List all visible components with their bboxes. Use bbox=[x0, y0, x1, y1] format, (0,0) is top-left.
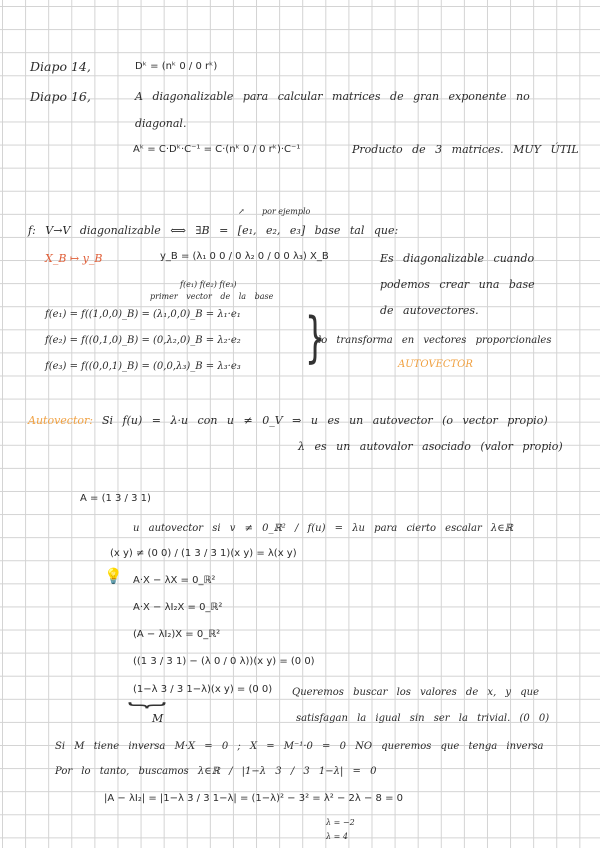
diapo16-label: Diapo 16, bbox=[30, 89, 91, 104]
eq1: (x y) ≠ (0 0) / (1 3 / 3 1)(x y) = λ(x y) bbox=[110, 548, 297, 559]
queremos-1: Queremos buscar los valores de x, y que bbox=[292, 687, 540, 698]
queremos-2: satisfagan la igual sin ser la trivial. (0 0) bbox=[296, 713, 550, 724]
autovalor-def: λ es un autovalor asociado (valor propio) bbox=[298, 440, 563, 453]
diagonal-text: diagonal. bbox=[135, 117, 187, 130]
f-diag-line: f: V→V diagonalizable ⟺ ∃B = [e₁, e₂, e₃] base tal que: bbox=[28, 224, 399, 237]
por-ejemplo-note: por ejemplo bbox=[262, 207, 311, 216]
fe1-line: f(e₁) = f((1,0,0)_B) = (λ₁,0,0)_B = λ₁·e₁ bbox=[45, 309, 241, 320]
es-diag-1: Es diagonalizable cuando bbox=[380, 252, 535, 265]
lightbulb-icon: 💡 bbox=[104, 567, 123, 585]
autovector-upper: AUTOVECTOR bbox=[398, 359, 473, 370]
eq6: (1−λ 3 / 3 1−λ)(x y) = (0 0) bbox=[133, 684, 273, 695]
producto-note: Producto de 3 matrices. MUY ÚTIL bbox=[352, 143, 579, 156]
col-labels: f(e₁) f(e₂) f(e₃) bbox=[180, 280, 237, 289]
det-eq: |A − λI₂| = |1−λ 3 / 3 1−λ| = (1−λ)² − 3² = λ² − 2λ − 8 = 0 bbox=[104, 793, 403, 804]
fe2-line: f(e₂) = f((0,1,0)_B) = (0,λ₂,0)_B = λ₂·e₂ bbox=[45, 335, 241, 346]
yb-eq: y_B = (λ₁ 0 0 / 0 λ₂ 0 / 0 0 λ₃) X_B bbox=[160, 251, 329, 262]
lambda1: λ = −2 bbox=[326, 818, 355, 827]
ak-formula: Aᵏ = C·Dᵏ·C⁻¹ = C·(nᵏ 0 / 0 rᵏ)·C⁻¹ bbox=[133, 144, 301, 155]
m-label: M bbox=[152, 712, 164, 725]
fe3-line: f(e₃) = f((0,0,1)_B) = (0,0,λ₃)_B = λ₃·e₃ bbox=[45, 361, 241, 372]
lambda2: λ = 4 bbox=[326, 832, 348, 841]
a-matrix: A = (1 3 / 3 1) bbox=[80, 493, 151, 504]
es-diag-2: podemos crear una base bbox=[380, 278, 535, 291]
autovector-label: Autovector: bbox=[28, 414, 93, 427]
primer-vector-note: primer vector de la base bbox=[150, 292, 274, 301]
eq4: (A − λI₂)X = 0_ℝ² bbox=[133, 629, 221, 640]
diapo14-label: Diapo 14, bbox=[30, 59, 91, 74]
eq5: ((1 3 / 3 1) − (λ 0 / 0 λ))(x y) = (0 0) bbox=[133, 656, 315, 667]
diapo16-text: A diagonalizable para calcular matrices de gran exponente no bbox=[135, 90, 530, 103]
xb-yb: X_B ↦ y_B bbox=[45, 252, 103, 265]
under-brace: } bbox=[125, 700, 171, 711]
es-diag-3: de autovectores. bbox=[380, 304, 479, 317]
curved-arrow-icon: ↗ bbox=[238, 207, 245, 216]
por-lo-tanto: Por lo tanto, buscamos λ∈ℝ / |1−λ 3 / 3 1−λ| = 0 bbox=[55, 766, 377, 777]
eq3: A·X − λI₂X = 0_ℝ² bbox=[133, 602, 223, 613]
u-autovector-line: u autovector si v ≠ 0_ℝ² / f(u) = λu para cierto escalar λ∈ℝ bbox=[133, 523, 513, 534]
si-m-line: Si M tiene inversa M·X = 0 ; X = M⁻¹·0 = 0 NO queremos que tenga inversa bbox=[55, 741, 544, 752]
right-brace: } bbox=[304, 306, 326, 369]
diapo14-formula: Dᵏ = (nᵏ 0 / 0 rᵏ) bbox=[135, 61, 218, 72]
lo-transforma: lo transforma en vectores proporcionales bbox=[318, 335, 552, 346]
eq2: A·X − λX = 0_ℝ² bbox=[133, 575, 216, 586]
autovector-def: Si f(u) = λ·u con u ≠ 0_V ⇒ u es un autovector (o vector propio) bbox=[102, 414, 548, 427]
